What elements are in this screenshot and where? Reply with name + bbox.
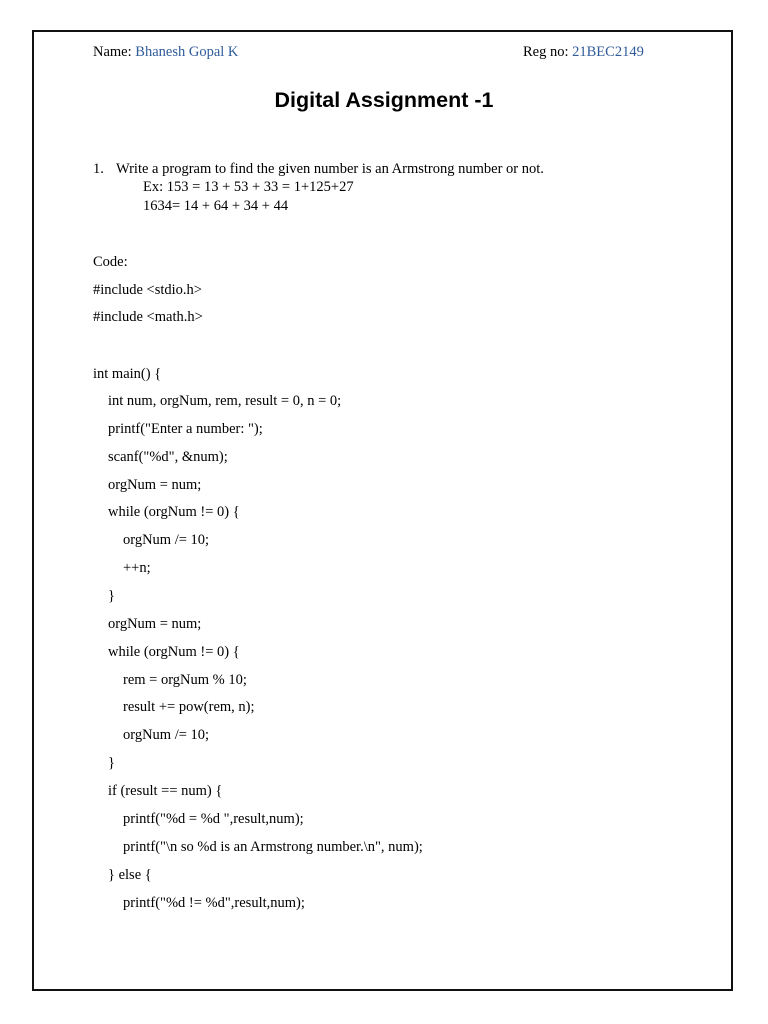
- code-line: printf("\n so %d is an Armstrong number.\n", num);: [123, 839, 423, 855]
- question-number: 1.: [93, 161, 104, 177]
- code-line: } else {: [108, 867, 152, 883]
- code-line: while (orgNum != 0) {: [108, 644, 240, 660]
- code-line: orgNum = num;: [108, 616, 202, 632]
- code-line: printf("%d != %d",result,num);: [123, 895, 305, 911]
- code-line: }: [108, 755, 115, 771]
- code-line: printf("Enter a number: ");: [108, 421, 263, 437]
- code-line: orgNum = num;: [108, 477, 202, 493]
- question-text: Write a program to find the given number is an Armstrong number or not.: [116, 161, 544, 177]
- registration-number: [523, 43, 644, 61]
- question-1: [93, 160, 544, 178]
- document-title: Digital Assignment -1: [274, 88, 494, 112]
- code-label: Code:: [93, 254, 128, 270]
- example-line: 1634= 14 + 64 + 34 + 44: [143, 198, 289, 214]
- name-label: Name:: [93, 44, 132, 60]
- code-line: scanf("%d", &num);: [108, 449, 228, 465]
- example-line: Ex: 153 = 13 + 53 + 33 = 1+125+27: [143, 179, 354, 195]
- name-value: Bhanesh Gopal K: [135, 44, 239, 60]
- code-line: while (orgNum != 0) {: [108, 504, 240, 520]
- code-line: printf("%d = %d ",result,num);: [123, 811, 304, 827]
- code-line: int main() {: [93, 366, 162, 382]
- code-line: if (result == num) {: [108, 783, 223, 799]
- code-line: ++n;: [123, 560, 151, 576]
- code-line: orgNum /= 10;: [123, 727, 210, 743]
- code-line: #include <stdio.h>: [93, 282, 202, 298]
- code-line: }: [108, 588, 115, 604]
- reg-label: Reg no:: [523, 44, 569, 60]
- student-name: [93, 43, 238, 61]
- reg-value: 21BEC2149: [572, 44, 644, 60]
- code-line: rem = orgNum % 10;: [123, 672, 247, 688]
- code-line: result += pow(rem, n);: [123, 699, 255, 715]
- code-line: #include <math.h>: [93, 309, 203, 325]
- code-line: int num, orgNum, rem, result = 0, n = 0;: [108, 393, 342, 409]
- code-line: orgNum /= 10;: [123, 532, 210, 548]
